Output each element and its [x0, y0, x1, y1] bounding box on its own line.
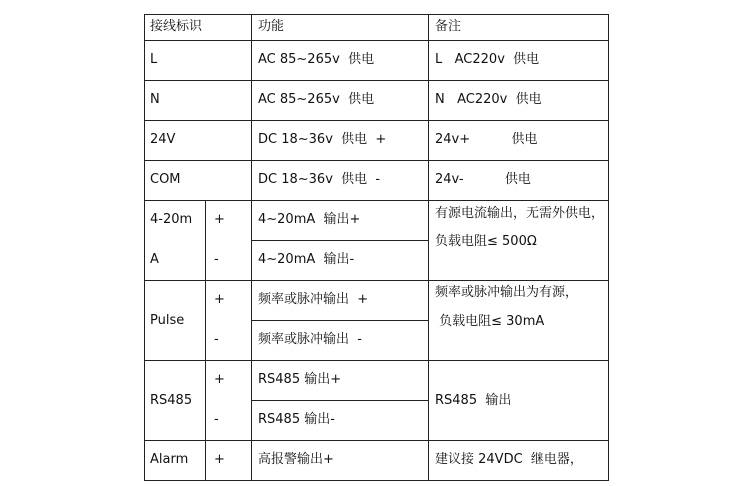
row-divider	[144, 120, 608, 121]
row-analog-label-line2: A	[150, 252, 159, 267]
row-com-function: DC 18~36v 供电 -	[258, 172, 381, 187]
sub-row-divider	[251, 400, 428, 401]
row-alarm-label: Alarm	[150, 452, 189, 467]
row-com-label: COM	[150, 172, 181, 187]
row-divider	[144, 440, 608, 441]
row-alarm-function: 高报警输出+	[258, 452, 334, 467]
row-alarm-plus-sign: +	[214, 452, 225, 467]
column-divider	[428, 14, 429, 481]
row-pulse-note-line2: 负载电阻≤ 30mA	[435, 314, 545, 329]
row-l-label: L	[150, 52, 158, 67]
row-com-note: 24v- 供电	[435, 172, 531, 187]
row-rs485-plus-sign: +	[214, 372, 225, 387]
sub-row-divider	[251, 240, 428, 241]
row-divider	[144, 40, 608, 41]
row-divider	[144, 360, 608, 361]
row-pulse-function-minus: 频率或脉冲输出 -	[258, 332, 362, 347]
row-alarm-note: 建议接 24VDC 继电器，	[435, 452, 583, 467]
row-divider	[144, 200, 608, 201]
row-l-function: AC 85~265v 供电	[258, 52, 375, 67]
sub-row-divider	[251, 320, 428, 321]
row-analog-function-plus: 4~20mA 输出+	[258, 212, 361, 227]
row-24v-function: DC 18~36v 供电 +	[258, 132, 387, 147]
sign-column-divider	[205, 200, 206, 481]
row-rs485-note: RS485 输出	[435, 393, 512, 408]
row-analog-note-line1: 有源电流输出，无需外供电，	[435, 206, 605, 221]
row-24v-note: 24v+ 供电	[435, 132, 538, 147]
header-wiring-label: 接线标识	[150, 19, 203, 34]
table-border-top	[144, 14, 608, 15]
table-border-bottom	[144, 480, 608, 481]
row-analog-plus-sign: +	[214, 212, 225, 227]
row-n-label: N	[150, 92, 160, 107]
row-rs485-minus-sign: -	[214, 412, 219, 427]
table-border-left	[144, 14, 145, 481]
row-divider	[144, 160, 608, 161]
row-pulse-note-line1: 频率或脉冲输出为有源，	[435, 285, 579, 300]
row-l-note: L AC220v 供电	[435, 52, 540, 67]
row-n-function: AC 85~265v 供电	[258, 92, 375, 107]
row-n-note: N AC220v 供电	[435, 92, 542, 107]
row-analog-minus-sign: -	[214, 252, 219, 267]
row-24v-label: 24V	[150, 132, 176, 147]
row-rs485-function-plus: RS485 输出+	[258, 372, 342, 387]
row-pulse-plus-sign: +	[214, 292, 225, 307]
row-analog-label-line1: 4-20m	[150, 212, 193, 227]
row-analog-note-line2: 负载电阻≤ 500Ω	[435, 234, 537, 249]
column-divider	[251, 14, 252, 481]
row-pulse-minus-sign: -	[214, 332, 219, 347]
header-function: 功能	[258, 19, 285, 34]
row-pulse-label: Pulse	[150, 313, 185, 328]
row-rs485-function-minus: RS485 输出-	[258, 412, 335, 427]
row-analog-function-minus: 4~20mA 输出-	[258, 252, 355, 267]
table-border-right	[608, 14, 609, 481]
row-pulse-function-plus: 频率或脉冲输出 +	[258, 292, 369, 307]
row-divider	[144, 280, 608, 281]
header-note: 备注	[435, 19, 462, 34]
row-rs485-label: RS485	[150, 393, 193, 408]
row-divider	[144, 80, 608, 81]
